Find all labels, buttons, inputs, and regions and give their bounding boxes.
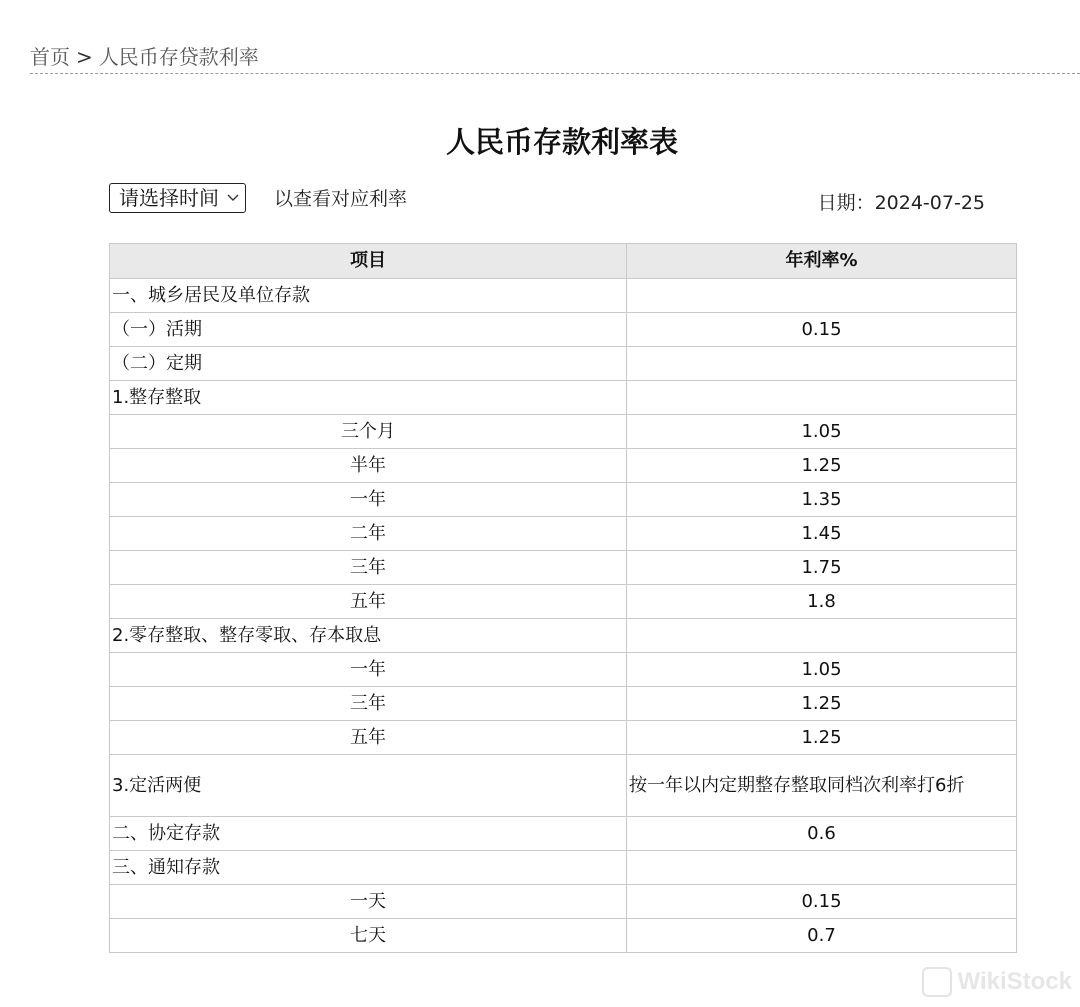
cell-rate: 1.25 bbox=[627, 721, 1017, 755]
breadcrumb-current[interactable]: 人民币存贷款利率 bbox=[98, 45, 259, 69]
cell-rate: 0.6 bbox=[627, 817, 1017, 851]
date-value: 2024-07-25 bbox=[874, 192, 985, 214]
date-line bbox=[818, 189, 985, 217]
cell-rate bbox=[627, 279, 1017, 313]
cell-item: 一年 bbox=[110, 483, 627, 517]
cell-rate bbox=[627, 851, 1017, 885]
cell-rate bbox=[627, 347, 1017, 381]
table-row bbox=[110, 817, 1017, 851]
cell-item: 五年 bbox=[110, 585, 627, 619]
table-row bbox=[110, 585, 1017, 619]
table-row bbox=[110, 619, 1017, 653]
cell-rate: 按一年以内定期整存整取同档次利率打6折 bbox=[627, 755, 1017, 817]
table-row bbox=[110, 415, 1017, 449]
table-row bbox=[110, 449, 1017, 483]
wikistock-logo-icon bbox=[922, 967, 952, 997]
cell-item: 一天 bbox=[110, 885, 627, 919]
table-row bbox=[110, 721, 1017, 755]
cell-item: 2.零存整取、整存零取、存本取息 bbox=[110, 619, 627, 653]
table-row bbox=[110, 347, 1017, 381]
cell-rate: 0.15 bbox=[627, 313, 1017, 347]
cell-rate: 1.05 bbox=[627, 415, 1017, 449]
time-select-value: 请选择时间 bbox=[119, 186, 219, 210]
cell-item: 三年 bbox=[110, 551, 627, 585]
cell-item: （二）定期 bbox=[110, 347, 627, 381]
cell-item: 半年 bbox=[110, 449, 627, 483]
table-row bbox=[110, 483, 1017, 517]
table-row bbox=[110, 919, 1017, 953]
select-hint: 以查看对应利率 bbox=[274, 188, 408, 210]
cell-item: 3.定活两便 bbox=[110, 755, 627, 817]
cell-item: 七天 bbox=[110, 919, 627, 953]
breadcrumb-home-link[interactable]: 首页 bbox=[30, 45, 70, 69]
page-title: 人民币存款利率表 bbox=[445, 125, 678, 159]
cell-item: 三个月 bbox=[110, 415, 627, 449]
cell-rate: 0.7 bbox=[627, 919, 1017, 953]
cell-item: 1.整存整取 bbox=[110, 381, 627, 415]
cell-rate: 1.35 bbox=[627, 483, 1017, 517]
breadcrumb-divider bbox=[30, 73, 1080, 74]
cell-rate bbox=[627, 381, 1017, 415]
rates-table-body bbox=[110, 279, 1017, 953]
table-row bbox=[110, 755, 1017, 817]
time-select[interactable] bbox=[109, 183, 246, 213]
table-row bbox=[110, 653, 1017, 687]
cell-rate: 1.45 bbox=[627, 517, 1017, 551]
column-header-item: 项目 bbox=[110, 244, 627, 279]
table-row bbox=[110, 517, 1017, 551]
cell-rate: 1.25 bbox=[627, 687, 1017, 721]
cell-rate: 0.15 bbox=[627, 885, 1017, 919]
watermark bbox=[922, 967, 1072, 997]
date-label: 日期： bbox=[817, 192, 875, 214]
cell-rate: 1.25 bbox=[627, 449, 1017, 483]
cell-rate bbox=[627, 619, 1017, 653]
cell-item: 二、协定存款 bbox=[110, 817, 627, 851]
watermark-text: WikiStock bbox=[957, 968, 1072, 995]
column-header-rate: 年利率% bbox=[627, 244, 1017, 279]
cell-item: 三、通知存款 bbox=[110, 851, 627, 885]
cell-item: 二年 bbox=[110, 517, 627, 551]
table-row bbox=[110, 381, 1017, 415]
cell-item: 一、城乡居民及单位存款 bbox=[110, 279, 627, 313]
cell-rate: 1.75 bbox=[627, 551, 1017, 585]
cell-rate: 1.05 bbox=[627, 653, 1017, 687]
cell-item: 五年 bbox=[110, 721, 627, 755]
breadcrumb bbox=[30, 44, 259, 70]
cell-rate: 1.8 bbox=[627, 585, 1017, 619]
cell-item: 一年 bbox=[110, 653, 627, 687]
breadcrumb-separator: > bbox=[76, 45, 93, 69]
rates-table bbox=[109, 243, 1017, 953]
table-header-row bbox=[110, 244, 1017, 279]
table-row bbox=[110, 279, 1017, 313]
chevron-down-icon bbox=[227, 194, 239, 202]
table-row bbox=[110, 851, 1017, 885]
cell-item: 三年 bbox=[110, 687, 627, 721]
cell-item: （一）活期 bbox=[110, 313, 627, 347]
table-row bbox=[110, 885, 1017, 919]
table-row bbox=[110, 687, 1017, 721]
table-row bbox=[110, 551, 1017, 585]
table-row bbox=[110, 313, 1017, 347]
